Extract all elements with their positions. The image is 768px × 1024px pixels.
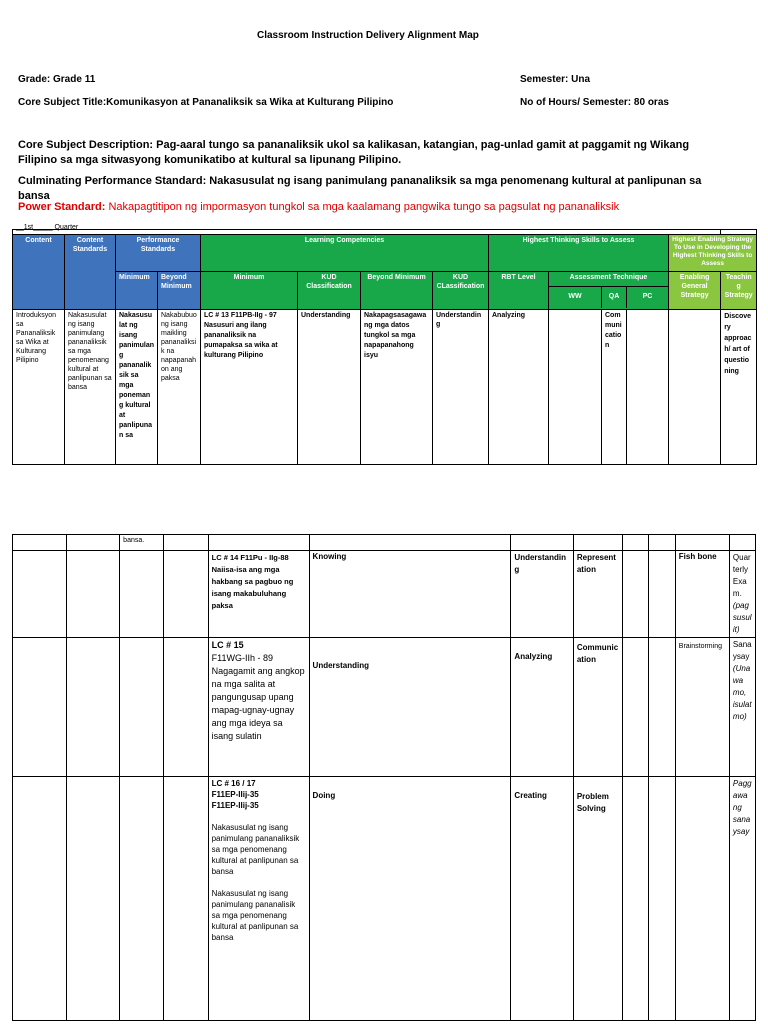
cell-teaching: Discovery approach/ art of questioning <box>721 310 757 465</box>
core-subject-description <box>18 138 758 168</box>
cell-content: Introduksyon sa Pananaliksik sa Wika at Kulturang Pilipino <box>13 310 65 465</box>
t2-row0-c1 <box>13 535 67 551</box>
header-assessment-label: Assessment Technique <box>569 274 648 281</box>
power-standard-label: Power Standard: <box>18 201 106 213</box>
cell-content-standards: Nakasusulat ng isang panimulang pananaliksik sa mga penomenang kultural at panlipunan sa bansa <box>65 310 116 465</box>
semester-label: Semester: Una <box>520 74 591 85</box>
t2-row2-c10 <box>648 638 675 777</box>
t2-row1-rbt: Understanding <box>511 551 573 638</box>
t2-row2-kud: Understanding <box>309 638 511 777</box>
t2-row1-kud: Knowing <box>309 551 511 638</box>
cell-kud-1: Understanding <box>298 310 361 465</box>
t2-row1-teaching: Quarterly Exam. <box>732 553 751 598</box>
header-ww: WW <box>549 287 602 308</box>
t2-row2-teaching-note: (Unawa mo, isulat mo) <box>732 664 752 721</box>
hours-label: No of Hours/ Semester: 80 oras <box>520 97 669 108</box>
cell-enabling-general <box>669 310 721 465</box>
t2-row3-assessment: Problem Solving <box>573 777 622 1021</box>
t2-row0-c12 <box>729 535 755 551</box>
header-kud-1: KUD Classification <box>298 272 361 310</box>
description-line-1: Core Subject Description: Pag-aaral tungo sa pananaliksik ukol sa kalikasan, katangian, pag-unlad gamit at paggamit ng Wikang <box>18 139 690 151</box>
header-pc: PC <box>642 293 653 300</box>
t2-row3-lc-line2: F11EP-IIij-35 <box>211 801 259 810</box>
header-ps-beyond: Beyond Minimum <box>158 272 201 310</box>
t2-row1-lc: LC # 14 F11Pu - IIg-88 Naiisa-isa ang mga hakbang sa pagbuo ng isang makabuluhang paksa <box>208 551 309 638</box>
t2-row0-c5 <box>208 535 309 551</box>
t2-row1-c2 <box>67 551 120 638</box>
t2-row0-c11 <box>675 535 729 551</box>
t2-row3-rbt: Creating <box>511 777 573 1021</box>
t2-row0-ps: bansa. <box>120 535 164 551</box>
quarter-label: __1st_____ Quarter <box>16 224 79 231</box>
cell-ps-beyond: Nakabubuo ng isang maikling pananaliksik na napapanahon ang paksa <box>158 310 201 465</box>
t2-row2-c1 <box>13 638 67 777</box>
cell-kud-2: Understanding <box>433 310 489 465</box>
culminating-line-2: bansa <box>18 190 50 202</box>
t2-row2-teaching: Sanaysay <box>732 640 752 661</box>
header-enabling-strategy: Highest Enabling Strategy To Use in Developing the Highest Thinking Skills to Assess <box>669 235 757 272</box>
header-teaching-strategy: Teaching Strategy <box>721 272 757 310</box>
core-subject-title: Core Subject Title:Komunikasyon at Pananaliksik sa Wika at Kulturang Pilipino <box>18 97 394 108</box>
cell-ps-minimum: Nakasusulat ng isang panimulang pananaliksik sa mga ponemang kultural at panlipunan sa <box>116 310 158 465</box>
t2-row0-c10 <box>648 535 675 551</box>
t2-row0-c7 <box>511 535 573 551</box>
t2-row1-c10 <box>648 551 675 638</box>
page-title: Classroom Instruction Delivery Alignment Map <box>257 30 479 41</box>
t2-row1-c1 <box>13 551 67 638</box>
header-thinking-skills: Highest Thinking Skills to Assess <box>489 235 669 272</box>
culminating-line-1: Culminating Performance Standard: Nakasusulat ng isang panimulang pananaliksik sa mga penomenang kultural at panlipunan sa <box>18 175 702 187</box>
t2-row2-lc-cell <box>208 638 309 777</box>
header-assessment-technique <box>549 272 669 310</box>
t2-row3-c2 <box>67 777 120 1021</box>
header-lc-minimum: Minimum <box>201 272 298 310</box>
cell-ww <box>549 310 602 465</box>
t2-row3-c4 <box>163 777 208 1021</box>
t2-row0-c9 <box>622 535 648 551</box>
t2-row0-c2 <box>67 535 120 551</box>
t2-row2-rbt: Analyzing <box>511 638 573 777</box>
t2-row3-c9 <box>622 777 648 1021</box>
t2-row1-assessment: Representation <box>573 551 622 638</box>
t2-row2-general: Brainstorming <box>675 638 729 777</box>
header-learning-competencies: Learning Competencies <box>201 235 489 272</box>
t2-row2-lc: F11WG-IIh - 89 Nagagamit ang angkop na mga salita at pangungusap upang mapag-ugnay-ugnay ang mga ideya sa isang sulatin <box>211 653 305 741</box>
t2-row2-c2 <box>67 638 120 777</box>
t2-row3-c1 <box>13 777 67 1021</box>
t2-row3-c11 <box>675 777 729 1021</box>
header-rbt-level: RBT Level <box>489 272 549 310</box>
t2-row3-lc-line1: F11EP-IIij-35 <box>211 790 259 799</box>
t2-row1-c3 <box>120 551 164 638</box>
t2-row0-c8 <box>573 535 622 551</box>
header-ps-minimum: Minimum <box>116 272 158 310</box>
t2-row3-teaching: Paggawa ng sanaysay <box>729 777 755 1021</box>
t2-row3-lc-p1: Nakasusulat ng isang panimulang pananaliksik sa mga penomenang kultural at panlipunan sa bansa <box>211 823 300 876</box>
t2-row1-general: Fish bone <box>675 551 729 638</box>
t2-row0-c4 <box>163 535 208 551</box>
t2-row3-kud: Doing <box>309 777 511 1021</box>
description-line-2: Filipino sa mga sitwasyong komunikatibo at kultural sa lipunang Pilipino. <box>18 154 402 166</box>
t2-row3-c10 <box>648 777 675 1021</box>
cell-lc-beyond: Nakapagsasagawa ng mga datos tungkol sa mga napapanahong isyu <box>361 310 433 465</box>
t2-row3-c3 <box>120 777 164 1021</box>
culminating-standard <box>18 174 758 204</box>
header-content-standards: Content Standards <box>65 235 116 310</box>
t2-row2-c9 <box>622 638 648 777</box>
t2-row2-c4 <box>163 638 208 777</box>
cell-pc <box>627 310 669 465</box>
grade-label: Grade: Grade 11 <box>18 74 96 85</box>
t2-row1-teaching-cell <box>729 551 755 638</box>
header-content: Content <box>13 235 65 310</box>
header-kud-2: KUD CLassification <box>433 272 489 310</box>
header-qa: QA <box>602 287 627 308</box>
t2-row1-c4 <box>163 551 208 638</box>
t2-row3-lc-code: LC # 16 / 17 <box>211 779 256 788</box>
t2-row1-c9 <box>622 551 648 638</box>
t2-row1-teaching-note: (pagsusulit) <box>732 601 752 634</box>
t2-row2-assessment: Communication <box>573 638 622 777</box>
power-standard <box>18 201 619 213</box>
t2-row2-c3 <box>120 638 164 777</box>
t2-row0-c6 <box>309 535 511 551</box>
t2-row2-teaching-cell <box>729 638 755 777</box>
t2-row3-lc-cell <box>208 777 309 1021</box>
t2-row2-lc-code: LC # 15 <box>211 640 244 650</box>
alignment-table-1 <box>12 229 757 465</box>
header-enabling-general: Enabling General Strategy <box>669 272 721 310</box>
assessment-subheaders <box>549 286 668 308</box>
alignment-table-2 <box>12 534 756 1021</box>
power-standard-text: Nakapagtitipon ng impormasyon tungkol sa mga kaalamang pangwika tungo sa pagsulat ng pananaliksik <box>108 201 620 213</box>
cell-qa: Communication <box>602 310 627 465</box>
header-lc-beyond: Beyond Minimum <box>361 272 433 310</box>
header-performance-standards: Performance Standards <box>116 235 201 272</box>
t2-row3-lc-p2: Nakasusulat ng isang panimulang pananalisik sa mga penomenang kultural at panlipunan sa bansa <box>211 889 299 942</box>
cell-lc-minimum: LC # 13 F11PB-IIg - 97 Nasusuri ang ilang pananaliksik na pumapaksa sa wika at kulturang Pilipino <box>201 310 298 465</box>
cell-rbt: Analyzing <box>489 310 549 465</box>
